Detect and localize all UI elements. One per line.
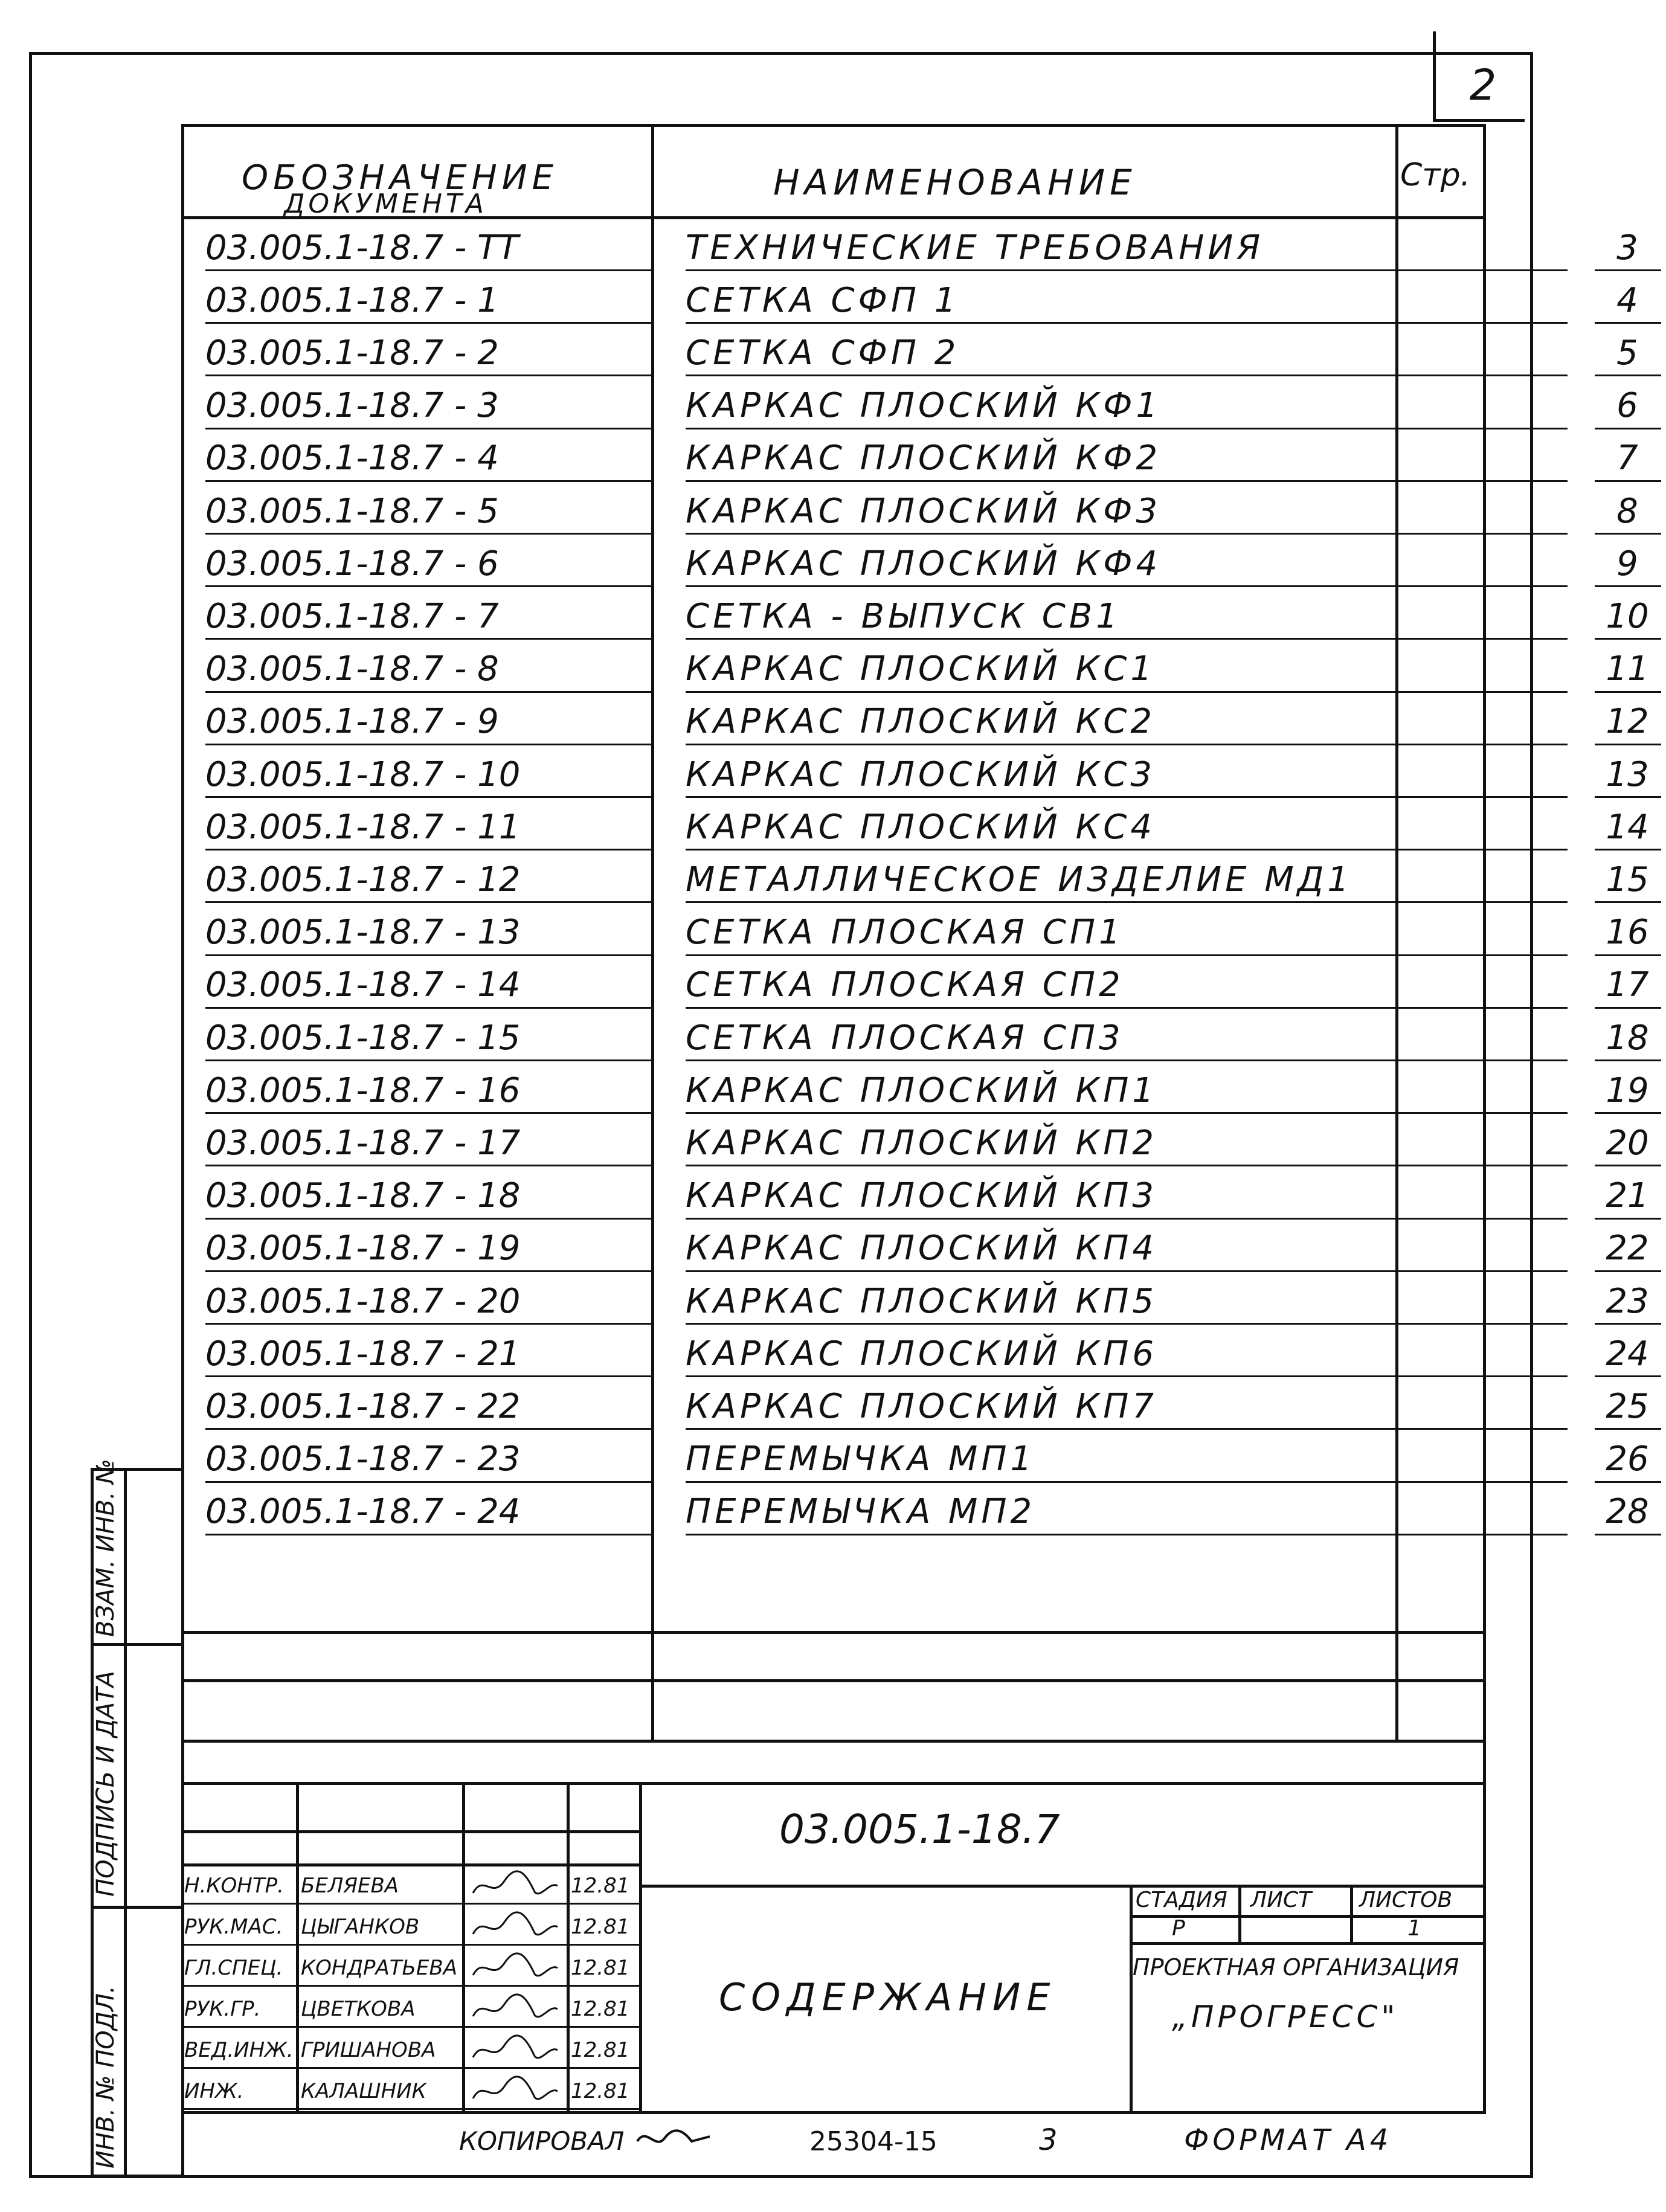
row-page: 14 <box>1606 807 1649 847</box>
empty-row-line-1 <box>181 1631 1486 1634</box>
row-underline <box>686 428 1568 429</box>
row-page: 23 <box>1606 1281 1649 1321</box>
tb-line-top1 <box>181 1830 639 1833</box>
signature-date: 12.81 <box>571 2079 630 2103</box>
table-row <box>181 536 1638 591</box>
row-underline <box>205 322 652 324</box>
signature-name: ЦВЕТКОВА <box>301 1997 416 2021</box>
row-underline <box>205 1375 652 1377</box>
row-page: 26 <box>1606 1439 1649 1479</box>
signature-role: РУК.МАС. <box>184 1915 283 1939</box>
row-underline <box>686 849 1568 850</box>
row-designation: 03.005.1-18.7 - ТТ <box>205 228 519 268</box>
signature-date: 12.81 <box>571 1915 630 1939</box>
table-row <box>181 1221 1649 1276</box>
row-underline <box>205 1481 652 1483</box>
row-designation: 03.005.1-18.7 - 1 <box>205 280 499 320</box>
row-designation: 03.005.1-18.7 - 5 <box>205 491 499 531</box>
tb-stage-line-2 <box>1130 1942 1486 1945</box>
footer-copied: КОПИРОВАЛ <box>459 2126 625 2156</box>
row-underline <box>686 1112 1568 1114</box>
row-page: 20 <box>1606 1123 1649 1163</box>
row-designation: 03.005.1-18.7 - 22 <box>205 1386 521 1426</box>
table-row <box>181 1169 1649 1223</box>
header-name: НАИМЕНОВАНИЕ <box>773 162 1137 203</box>
row-underline <box>205 1534 652 1535</box>
signature-date: 12.81 <box>571 2038 630 2062</box>
row-name: КАРКАС ПЛОСКИЙ КС3 <box>686 754 1156 794</box>
row-page: 22 <box>1606 1229 1649 1268</box>
row-page: 3 <box>1616 228 1638 268</box>
row-underline <box>1595 480 1661 482</box>
tb-div-sheet <box>1238 1885 1241 1942</box>
row-underline <box>686 1428 1568 1430</box>
row-underline <box>1595 1481 1661 1483</box>
row-underline <box>205 954 652 956</box>
organization-name: „ПРОГРЕСС" <box>1172 1999 1399 2034</box>
row-page: 18 <box>1606 1018 1649 1058</box>
table-row <box>181 958 1649 1012</box>
row-underline <box>1595 1428 1661 1430</box>
row-designation: 03.005.1-18.7 - 19 <box>205 1229 521 1268</box>
table-row <box>181 642 1649 696</box>
row-underline <box>686 480 1568 482</box>
sheet-label: ЛИСТ <box>1250 1888 1312 1912</box>
row-underline <box>1595 1165 1661 1166</box>
signature-scribble <box>468 2033 562 2067</box>
row-underline <box>1595 533 1661 535</box>
row-underline <box>1595 1323 1661 1325</box>
empty-row-line-3 <box>181 1740 1486 1743</box>
row-underline <box>686 1375 1568 1377</box>
row-underline <box>1595 744 1661 745</box>
table-row <box>181 589 1649 643</box>
signature-scribble <box>468 1910 562 1944</box>
tb-div-sheets <box>1350 1885 1353 1942</box>
row-underline <box>205 480 652 482</box>
row-underline <box>686 1270 1568 1272</box>
signature-row-line <box>181 2108 639 2110</box>
row-designation: 03.005.1-18.7 - 11 <box>205 807 521 847</box>
row-underline <box>686 1007 1568 1009</box>
signature-date: 12.81 <box>571 1874 630 1898</box>
row-underline <box>1595 1007 1661 1009</box>
row-designation: 03.005.1-18.7 - 18 <box>205 1176 521 1216</box>
footer-number: 25304-15 <box>809 2126 938 2157</box>
row-underline <box>205 1059 652 1061</box>
row-underline <box>205 1165 652 1166</box>
table-row <box>181 379 1638 433</box>
row-underline <box>686 796 1568 798</box>
row-underline <box>686 322 1568 324</box>
row-name: СЕТКА СФП 1 <box>686 280 960 320</box>
row-name: КАРКАС ПЛОСКИЙ КС1 <box>686 649 1156 689</box>
row-underline <box>205 691 652 693</box>
signature-row-line <box>181 1985 639 1987</box>
row-page: 28 <box>1606 1492 1649 1532</box>
table-row <box>181 747 1649 802</box>
row-designation: 03.005.1-18.7 - 8 <box>205 649 499 689</box>
row-underline <box>205 796 652 798</box>
table-row <box>181 1326 1649 1381</box>
row-underline <box>205 638 652 640</box>
row-underline <box>1595 375 1661 376</box>
row-designation: 03.005.1-18.7 - 15 <box>205 1018 521 1058</box>
row-underline <box>1595 1534 1661 1535</box>
row-name: КАРКАС ПЛОСКИЙ КС2 <box>686 702 1156 742</box>
row-name: КАРКАС ПЛОСКИЙ КП4 <box>686 1229 1158 1268</box>
row-name: КАРКАС ПЛОСКИЙ КФ3 <box>686 491 1162 531</box>
row-underline <box>205 428 652 429</box>
empty-row-line-2 <box>181 1679 1486 1682</box>
row-page: 10 <box>1606 596 1649 636</box>
row-name: МЕТАЛЛИЧЕСКОЕ ИЗДЕЛИЕ МД1 <box>686 860 1353 899</box>
row-underline <box>686 954 1568 956</box>
row-name: КАРКАС ПЛОСКИЙ КП6 <box>686 1334 1158 1374</box>
sheet-number: 2 <box>1469 60 1497 110</box>
row-designation: 03.005.1-18.7 - 16 <box>205 1070 521 1110</box>
table-row <box>181 1379 1649 1433</box>
row-page: 12 <box>1606 702 1649 742</box>
row-underline <box>686 1218 1568 1220</box>
signature-scribble <box>468 1869 562 1903</box>
signature-row-line <box>181 1944 639 1946</box>
signature-scribble <box>468 1951 562 1985</box>
signature-date: 12.81 <box>571 1956 630 1980</box>
signature-row-line <box>181 1903 639 1905</box>
row-underline <box>686 533 1568 535</box>
signature-date: 12.81 <box>571 1997 630 2021</box>
row-page: 8 <box>1616 491 1638 531</box>
row-underline <box>205 1270 652 1272</box>
row-page: 4 <box>1616 280 1638 320</box>
row-underline <box>1595 585 1661 587</box>
row-designation: 03.005.1-18.7 - 21 <box>205 1334 521 1374</box>
row-underline <box>1595 428 1661 429</box>
row-designation: 03.005.1-18.7 - 10 <box>205 754 521 794</box>
signature-name: БЕЛЯЕВА <box>301 1874 399 1898</box>
table-row <box>181 484 1638 538</box>
row-underline <box>686 375 1568 376</box>
organization-label: ПРОЕКТНАЯ ОРГАНИЗАЦИЯ <box>1133 1954 1459 1981</box>
document-title: СОДЕРЖАНИЕ <box>719 1975 1057 2019</box>
table-row <box>181 220 1638 275</box>
footer-format: ФОРМАТ А4 <box>1184 2123 1392 2157</box>
row-designation: 03.005.1-18.7 - 3 <box>205 386 499 426</box>
row-page: 13 <box>1606 754 1649 794</box>
row-name: КАРКАС ПЛОСКИЙ КФ1 <box>686 386 1162 426</box>
document-code: 03.005.1-18.7 <box>779 1806 1060 1853</box>
signature-role: ВЕД.ИНЖ. <box>184 2038 294 2062</box>
table-row <box>181 326 1638 380</box>
table-row <box>181 852 1649 907</box>
row-underline <box>686 1059 1568 1061</box>
row-page: 5 <box>1616 333 1638 373</box>
signature-name: ГРИШАНОВА <box>301 2038 436 2062</box>
row-underline <box>1595 269 1661 271</box>
row-underline <box>205 1323 652 1325</box>
row-name: КАРКАС ПЛОСКИЙ КФ2 <box>686 439 1162 478</box>
row-name: КАРКАС ПЛОСКИЙ КП2 <box>686 1123 1158 1163</box>
row-page: 19 <box>1606 1070 1649 1110</box>
row-underline <box>686 691 1568 693</box>
row-designation: 03.005.1-18.7 - 12 <box>205 860 521 899</box>
table-row <box>181 1063 1649 1117</box>
row-underline <box>686 269 1568 271</box>
table-row <box>181 1116 1649 1170</box>
table-row <box>181 273 1638 327</box>
row-name: ПЕРЕМЫЧКА МП2 <box>686 1492 1036 1532</box>
signature-role: Н.КОНТР. <box>184 1874 284 1898</box>
row-underline <box>686 901 1568 903</box>
table-row <box>181 1011 1649 1065</box>
row-page: 25 <box>1606 1386 1649 1426</box>
row-underline <box>1595 901 1661 903</box>
row-underline <box>1595 1270 1661 1272</box>
signature-scribble <box>468 2074 562 2108</box>
table-row <box>181 800 1649 854</box>
header-designation: ОБОЗНАЧЕНИЕ <box>242 158 559 198</box>
sheet-value: 1 <box>1407 1916 1421 1941</box>
row-page: 15 <box>1606 860 1649 899</box>
table-row <box>181 1485 1649 1539</box>
row-underline <box>686 638 1568 640</box>
tb-div-main <box>639 1782 642 2114</box>
table-row <box>181 695 1649 749</box>
row-name: СЕТКА СФП 2 <box>686 333 960 373</box>
row-underline <box>1595 954 1661 956</box>
row-underline <box>205 1007 652 1009</box>
signature-role: РУК.ГР. <box>184 1997 261 2021</box>
row-designation: 03.005.1-18.7 - 4 <box>205 439 499 478</box>
row-underline <box>686 585 1568 587</box>
row-name: СЕТКА ПЛОСКАЯ СП1 <box>686 913 1124 953</box>
row-page: 16 <box>1606 913 1649 953</box>
row-underline <box>1595 849 1661 850</box>
row-underline <box>1595 1375 1661 1377</box>
signature-role: ИНЖ. <box>184 2079 244 2103</box>
row-name: СЕТКА - ВЫПУСК СВ1 <box>686 596 1121 636</box>
row-page: 21 <box>1606 1176 1649 1216</box>
side-stamp-vzam-inv: ВЗАМ. ИНВ. № <box>92 1459 120 1637</box>
row-underline <box>1595 638 1661 640</box>
tb-div-stage <box>1130 1885 1133 2114</box>
row-underline <box>1595 322 1661 324</box>
row-name: КАРКАС ПЛОСКИЙ КС4 <box>686 807 1156 847</box>
row-underline <box>1595 1218 1661 1220</box>
row-underline <box>1595 1112 1661 1114</box>
row-underline <box>1595 691 1661 693</box>
row-underline <box>686 1323 1568 1325</box>
row-name: КАРКАС ПЛОСКИЙ КП3 <box>686 1176 1158 1216</box>
header-designation-line2: ДОКУМЕНТА <box>284 188 487 219</box>
row-name: КАРКАС ПЛОСКИЙ КП5 <box>686 1281 1158 1321</box>
signature-name: ЦЫГАНКОВ <box>301 1915 420 1939</box>
row-designation: 03.005.1-18.7 - 7 <box>205 596 499 636</box>
row-underline <box>205 533 652 535</box>
row-designation: 03.005.1-18.7 - 23 <box>205 1439 521 1479</box>
row-name: ТЕХНИЧЕСКИЕ ТРЕБОВАНИЯ <box>686 228 1264 268</box>
header-page: Стр. <box>1400 157 1471 193</box>
row-designation: 03.005.1-18.7 - 20 <box>205 1281 521 1321</box>
side-stamp-divider <box>124 1468 127 2178</box>
row-underline <box>205 1428 652 1430</box>
row-page: 24 <box>1606 1334 1649 1374</box>
table-row <box>181 431 1638 486</box>
row-underline <box>205 1112 652 1114</box>
row-page: 7 <box>1616 439 1638 478</box>
stage-label: СТАДИЯ <box>1136 1888 1227 1912</box>
row-page: 11 <box>1606 649 1649 689</box>
row-underline <box>205 269 652 271</box>
row-page: 6 <box>1616 386 1638 426</box>
row-name: ПЕРЕМЫЧКА МП1 <box>686 1439 1036 1479</box>
row-underline <box>205 849 652 850</box>
table-row <box>181 1432 1649 1487</box>
row-designation: 03.005.1-18.7 - 13 <box>205 913 521 953</box>
row-underline <box>205 901 652 903</box>
side-stamp-line-1 <box>91 1643 184 1646</box>
row-name: КАРКАС ПЛОСКИЙ КФ4 <box>686 544 1162 584</box>
row-name: КАРКАС ПЛОСКИЙ КП1 <box>686 1070 1158 1110</box>
footer-sheet: 3 <box>1039 2123 1058 2157</box>
signature-name: КАЛАШНИК <box>301 2079 426 2103</box>
row-underline <box>686 744 1568 745</box>
side-stamp-podpis-data: ПОДПИСЬ И ДАТА <box>92 1671 120 1897</box>
sheets-label: ЛИСТОВ <box>1359 1888 1453 1912</box>
stage-value: Р <box>1172 1916 1185 1941</box>
footer-copier-signature <box>634 2123 713 2153</box>
row-name: КАРКАС ПЛОСКИЙ КП7 <box>686 1386 1158 1426</box>
row-underline <box>1595 1059 1661 1061</box>
row-designation: 03.005.1-18.7 - 14 <box>205 965 521 1005</box>
row-page: 17 <box>1606 965 1649 1005</box>
table-row <box>181 1274 1649 1328</box>
row-designation: 03.005.1-18.7 - 17 <box>205 1123 521 1163</box>
row-underline <box>686 1481 1568 1483</box>
signature-row-line <box>181 2067 639 2069</box>
row-page: 9 <box>1616 544 1638 584</box>
signature-row-line <box>181 2026 639 2028</box>
row-underline <box>205 1218 652 1220</box>
signature-name: КОНДРАТЬЕВА <box>301 1956 457 1980</box>
row-underline <box>1595 796 1661 798</box>
row-designation: 03.005.1-18.7 - 24 <box>205 1492 521 1532</box>
row-designation: 03.005.1-18.7 - 2 <box>205 333 499 373</box>
row-name: СЕТКА ПЛОСКАЯ СП2 <box>686 965 1124 1005</box>
row-designation: 03.005.1-18.7 - 9 <box>205 702 499 742</box>
side-stamp-line-2 <box>91 1906 184 1909</box>
side-stamp-inv-podl: ИНВ. № ПОДЛ. <box>92 1985 120 2169</box>
row-underline <box>205 585 652 587</box>
row-underline <box>686 1534 1568 1535</box>
table-row <box>181 905 1649 960</box>
row-underline <box>205 744 652 745</box>
row-designation: 03.005.1-18.7 - 6 <box>205 544 499 584</box>
signature-scribble <box>468 1992 562 2026</box>
row-name: СЕТКА ПЛОСКАЯ СП3 <box>686 1018 1124 1058</box>
row-underline <box>205 375 652 376</box>
signature-role: ГЛ.СПЕЦ. <box>184 1956 283 1980</box>
row-underline <box>686 1165 1568 1166</box>
tb-line-top2 <box>181 1863 639 1866</box>
